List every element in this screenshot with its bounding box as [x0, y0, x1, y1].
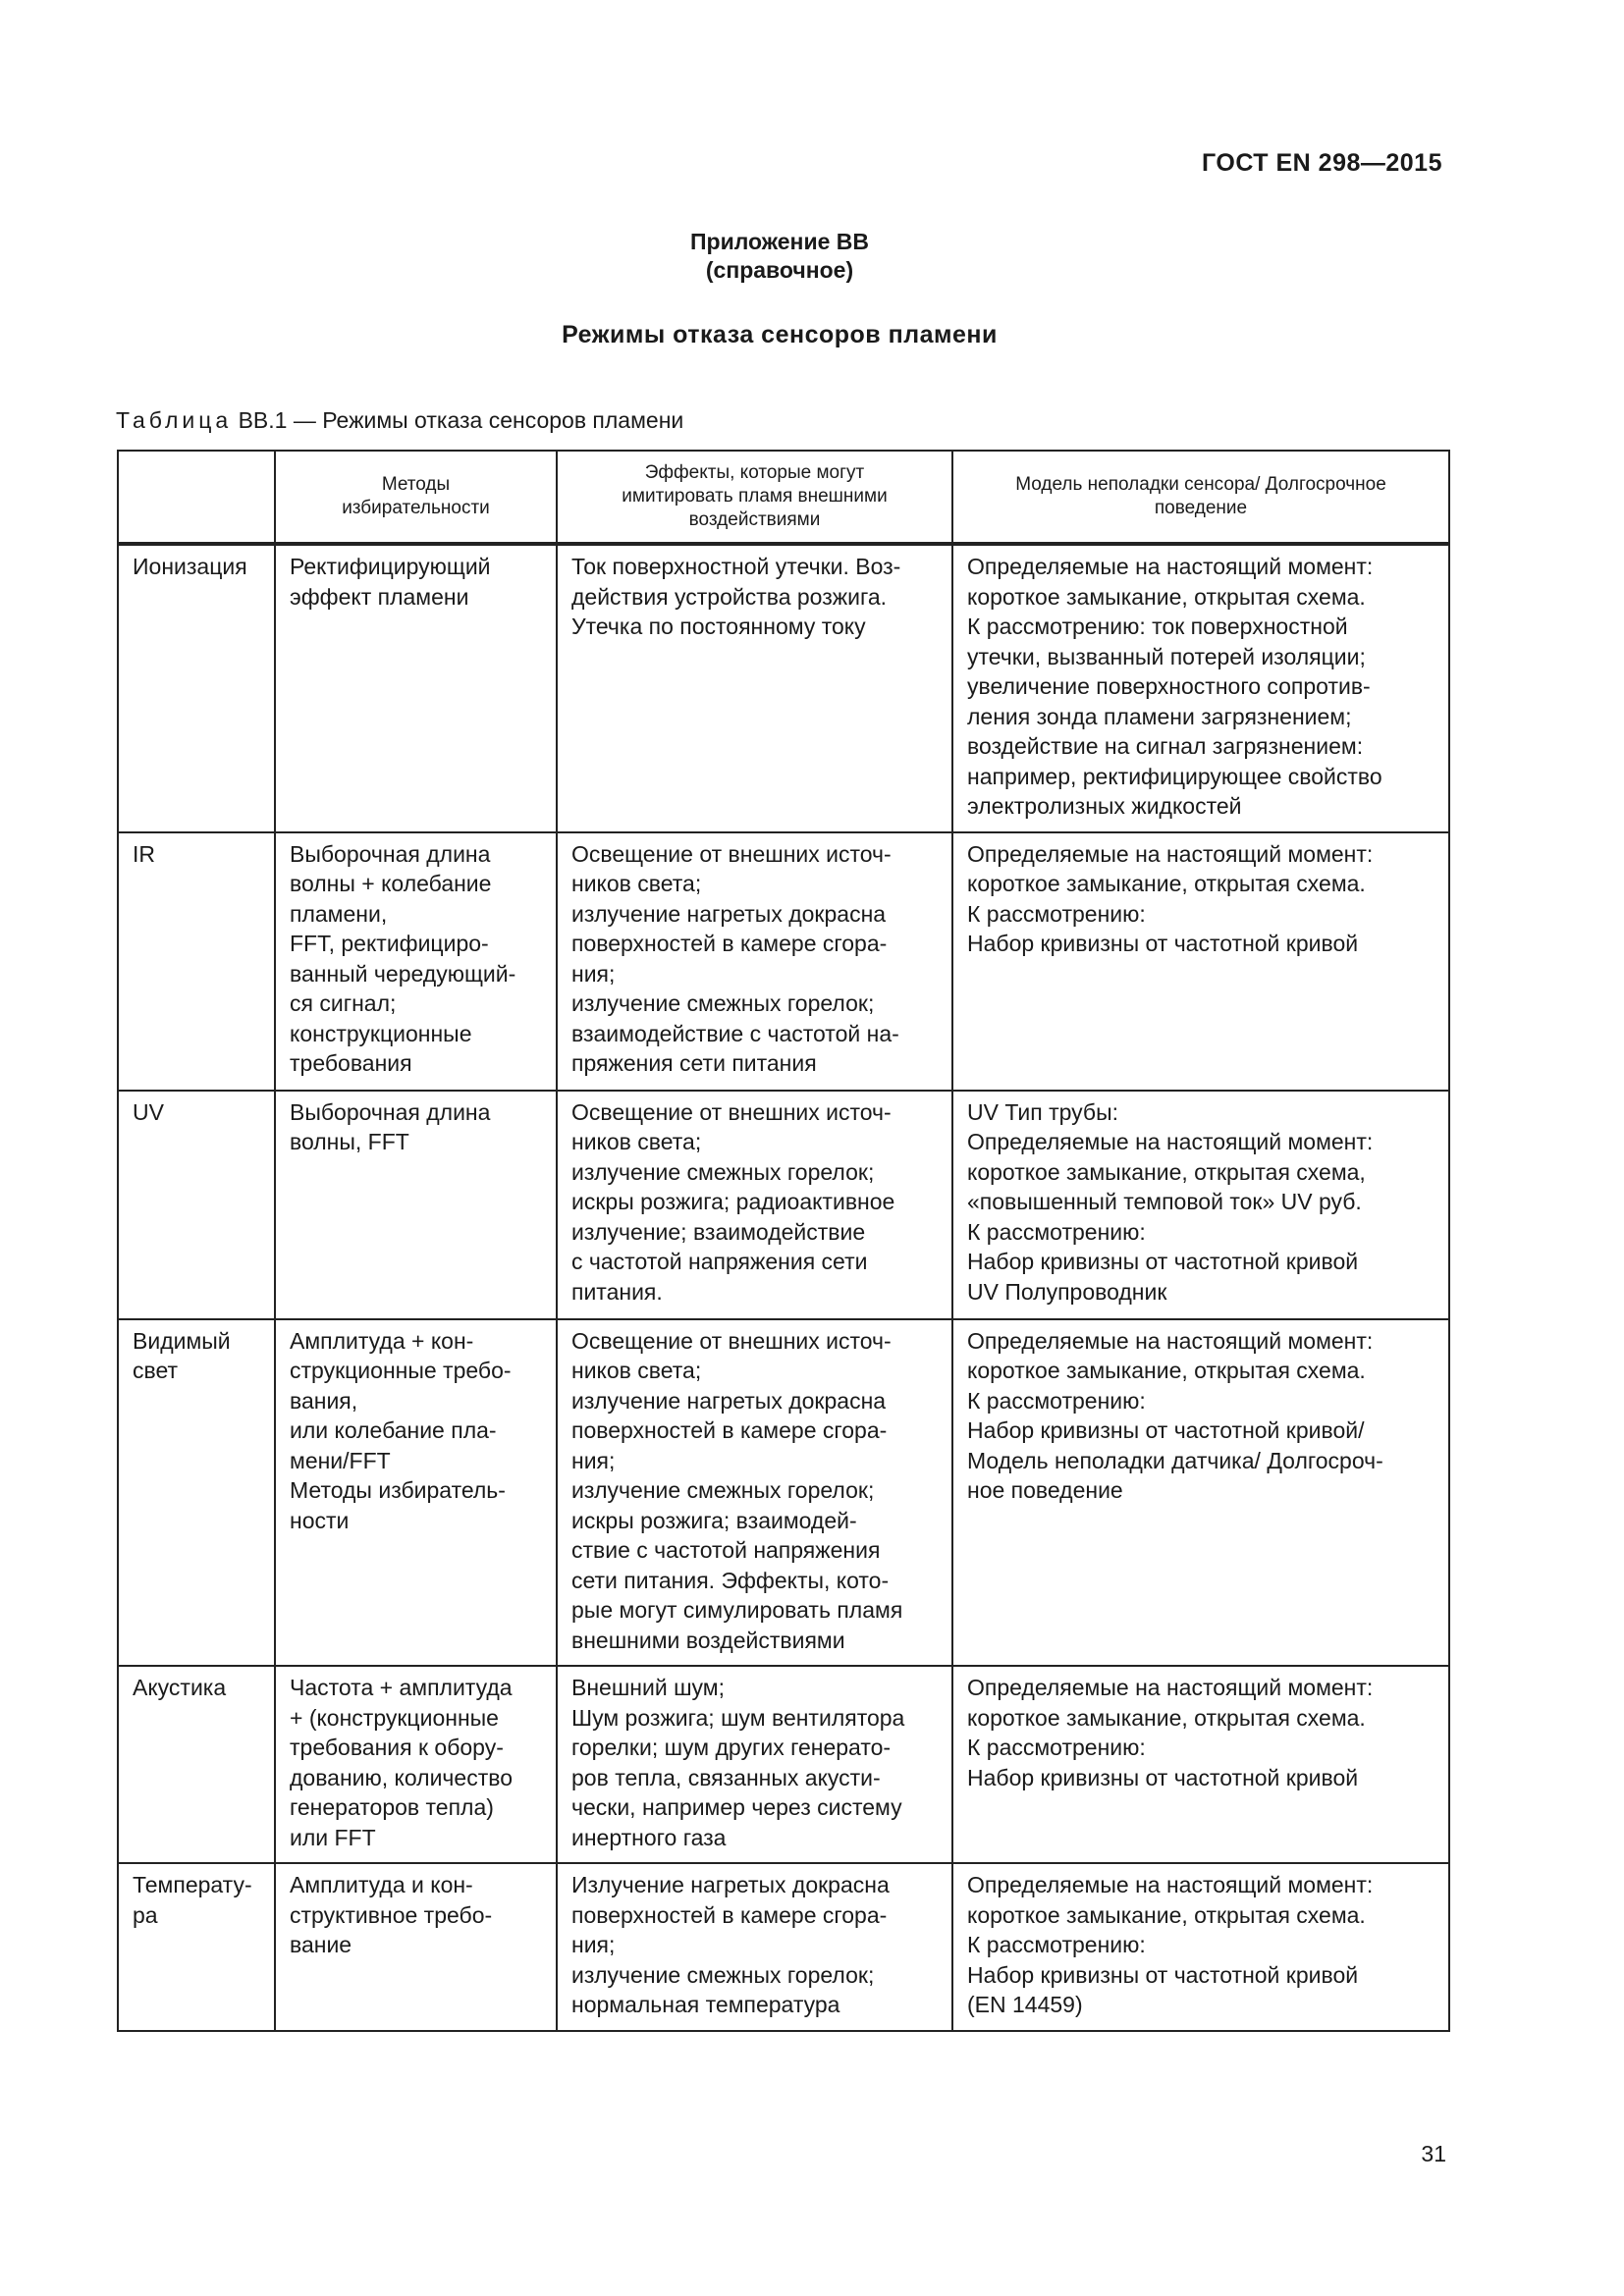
- document-id: ГОСТ EN 298—2015: [1202, 149, 1442, 177]
- cell-failure-model: Определяемые на настоящий момент: короткое замыкание, открытая схема. К рассмотрению: Набор кривизны от частотной кривой (EN 14459): [952, 1863, 1449, 2031]
- table-row: [118, 1091, 1449, 1319]
- header-failure-model: Модель неполадки сенсора/ Долгосрочное поведение: [952, 451, 1449, 544]
- annex-label: Приложение ВВ: [689, 229, 869, 254]
- cell-sensor-type: IR: [118, 832, 275, 1091]
- cell-failure-model: Определяемые на настоящий момент: короткое замыкание, открытая схема. К рассмотрению: ток поверхностной утечки, вызванный потерей изоляции; увеличение поверхностного сопротив- ления зонда пламени загрязнением; воздействие на сигнал загрязнением: например, ректифицирующее свойство электролизных жидкостей: [952, 544, 1449, 832]
- table-header-row: [118, 451, 1449, 544]
- cell-sensor-type: Температу- ра: [118, 1863, 275, 2031]
- cell-imitating-effects: Освещение от внешних источ- ников света; излучение смежных горелок; искры розжига; радиоактивное излучение; взаимодействие с частотой напряжения сети питания.: [557, 1091, 952, 1319]
- failure-modes-table: [117, 450, 1450, 2032]
- header-selectivity-methods: Методы избирательности: [275, 451, 557, 544]
- table-row: [118, 1863, 1449, 2031]
- cell-selectivity-methods: Выборочная длина волны, FFT: [275, 1091, 557, 1319]
- cell-selectivity-methods: Выборочная длина волны + колебание пламени, FFT, ректифициро- ванный чередующий- ся сигнал; конструкционные требования: [275, 832, 557, 1091]
- cell-sensor-type: Видимый свет: [118, 1319, 275, 1667]
- header-sensor-type: [118, 451, 275, 544]
- cell-imitating-effects: Излучение нагретых докрасна поверхностей в камере сгора- ния; излучение смежных горелок; нормальная температура: [557, 1863, 952, 2031]
- table-row: [118, 832, 1449, 1091]
- cell-selectivity-methods: Ректифицирующий эффект пламени: [275, 544, 557, 832]
- table-row: [118, 1666, 1449, 1863]
- annex-heading: [0, 228, 1559, 285]
- annex-status: (справочное): [705, 257, 854, 283]
- table-caption: [116, 407, 683, 434]
- cell-selectivity-methods: Амплитуда и кон- структивное требо- вание: [275, 1863, 557, 2031]
- table-row: [118, 544, 1449, 832]
- cell-imitating-effects: Внешний шум; Шум розжига; шум вентилятора горелки; шум других генерато- ров тепла, связанных акусти- чески, например через систему инертного газа: [557, 1666, 952, 1863]
- cell-sensor-type: Акустика: [118, 1666, 275, 1863]
- cell-selectivity-methods: Амплитуда + кон- струкционные требо- вания, или колебание пла- мени/FFT Методы избиратель- ности: [275, 1319, 557, 1667]
- header-imitating-effects: Эффекты, которые могут имитировать пламя внешними воздействиями: [557, 451, 952, 544]
- cell-imitating-effects: Ток поверхностной утечки. Воз- действия устройства розжига. Утечка по постоянному току: [557, 544, 952, 832]
- cell-sensor-type: UV: [118, 1091, 275, 1319]
- cell-failure-model: Определяемые на настоящий момент: короткое замыкание, открытая схема. К рассмотрению: Набор кривизны от частотной кривой: [952, 1666, 1449, 1863]
- cell-failure-model: UV Тип трубы: Определяемые на настоящий момент: короткое замыкание, открытая схема, «повышенный темповой ток» UV руб. К рассмотрению: Набор кривизны от частотной кривой UV Полупроводник: [952, 1091, 1449, 1319]
- annex-title: Режимы отказа сенсоров пламени: [562, 321, 998, 348]
- cell-failure-model: Определяемые на настоящий момент: короткое замыкание, открытая схема. К рассмотрению: Набор кривизны от частотной кривой: [952, 832, 1449, 1091]
- table-caption-prefix: Таблица: [116, 407, 233, 433]
- page-number: 31: [1421, 2141, 1446, 2166]
- table-row: [118, 1319, 1449, 1667]
- table-caption-text: ВВ.1 — Режимы отказа сенсоров пламени: [232, 407, 684, 433]
- cell-sensor-type: Ионизация: [118, 544, 275, 832]
- cell-imitating-effects: Освещение от внешних источ- ников света; излучение нагретых докрасна поверхностей в камере сгора- ния; излучение смежных горелок; взаимодействие с частотой на- пряжения сети питания: [557, 832, 952, 1091]
- cell-imitating-effects: Освещение от внешних источ- ников света; излучение нагретых докрасна поверхностей в камере сгора- ния; излучение смежных горелок; искры розжига; взаимодей- ствие с частотой напряжения сети питания. Эффекты, кото- рые могут симулировать пламя внешними воздействиями: [557, 1319, 952, 1667]
- cell-failure-model: Определяемые на настоящий момент: короткое замыкание, открытая схема. К рассмотрению: Набор кривизны от частотной кривой/ Модель неполадки датчика/ Долгосроч- ное поведение: [952, 1319, 1449, 1667]
- cell-selectivity-methods: Частота + амплитуда + (конструкционные требования к обору- дованию, количество генераторов тепла) или FFT: [275, 1666, 557, 1863]
